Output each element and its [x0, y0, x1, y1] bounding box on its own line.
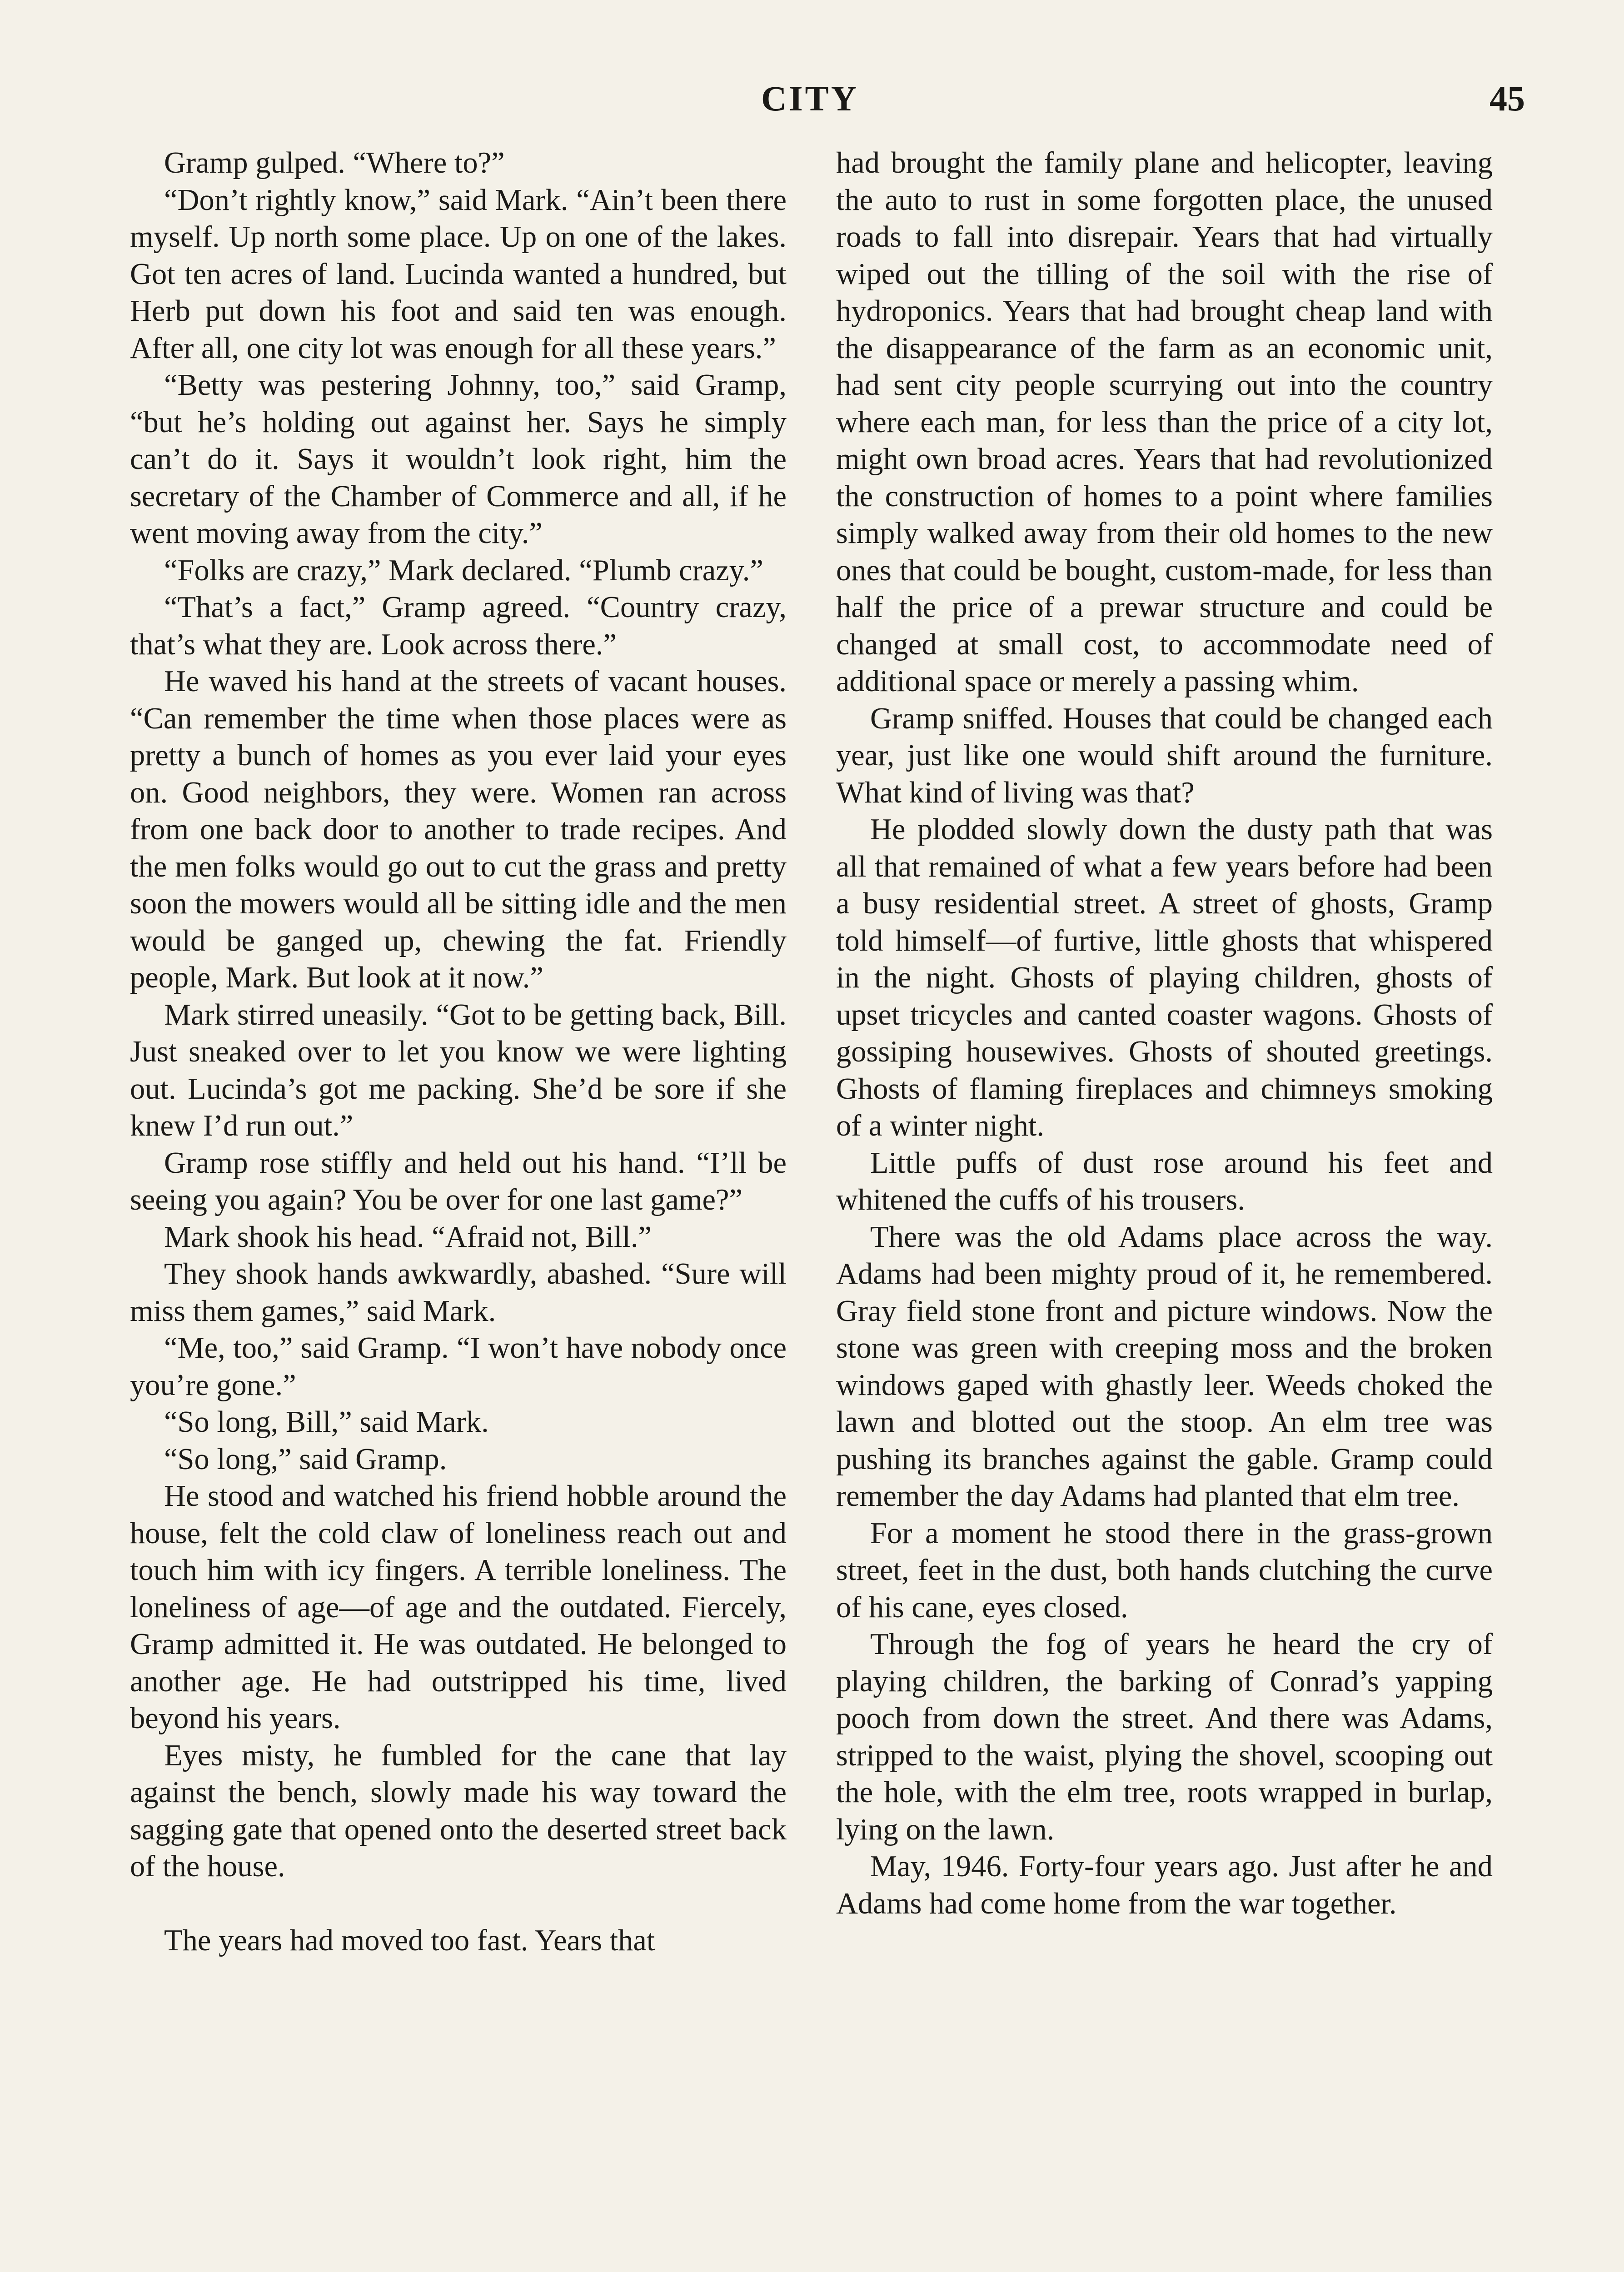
paragraph: Gramp sniffed. Houses that could be changed each year, just like one would shift around the furniture. What kind of living was that? [836, 702, 1493, 809]
paragraph: They shook hands awkwardly, abashed. “Sure will miss them games,” said Mark. [130, 1257, 787, 1328]
paragraph: Gramp gulped. “Where to?” [164, 146, 505, 179]
paragraph: He plodded slowly down the dusty path that was all that remained of what a few years before had been a busy residential street. A street of ghosts, Gramp told himself—of furtive, little ghosts that whispered in the night. Ghosts of playing children, ghosts of upset tricycles and canted coaster wagons. Ghosts of gossiping housewives. Ghosts of shouted greetings. Ghosts of flaming fireplaces and chimneys smoking of a winter night. [836, 813, 1493, 1142]
page-number: 45 [1489, 79, 1525, 118]
paragraph: The years had moved too fast. Years that [164, 1923, 655, 1957]
paragraph: Gramp rose stiffly and held out his hand. “I’ll be seeing you again? You be over for one last game?” [130, 1146, 787, 1216]
paragraph: “Betty was pestering Johnny, too,” said Gramp, “but he’s holding out against her. Says he simply can’t do it. Says it wouldn’t look right, him the secretary of the Chamber of Commerce and all, if he went moving away from the city.” [130, 369, 787, 550]
paragraph: Mark shook his head. “Afraid not, Bill.” [164, 1220, 652, 1254]
paragraph: For a moment he stood there in the grass-grown street, feet in the dust, both hands clutching the curve of his cane, eyes closed. [836, 1516, 1493, 1624]
paragraph: “That’s a fact,” Gramp agreed. “Country crazy, that’s what they are. Look across there.” [130, 591, 787, 661]
paragraph: May, 1946. Forty-four years ago. Just after he and Adams had come home from the war together. [836, 1850, 1493, 1920]
paragraph: He waved his hand at the streets of vacant houses. “Can remember the time when those places were as pretty a bunch of homes as you ever laid your eyes on. Good neighbors, they were. Women ran across from one back door to another to trade recipes. And the men folks would go out to cut the grass and pretty soon the mowers would all be sitting idle and the men would be ganged up, chewing the fat. Friendly people, Mark. But look at it now.” [130, 665, 787, 994]
paragraph: “So long,” said Gramp. [164, 1442, 447, 1476]
paragraph: “So long, Bill,” said Mark. [164, 1405, 489, 1439]
left-column [130, 144, 787, 1959]
paragraph: “Folks are crazy,” Mark declared. “Plumb crazy.” [164, 553, 763, 587]
paragraph: Eyes misty, he fumbled for the cane that lay against the bench, slowly made his way toward the sagging gate that opened onto the deserted street back of the house. [130, 1739, 787, 1883]
paragraph: He stood and watched his friend hobble around the house, felt the cold claw of loneliness reach out and touch him with icy fingers. A terrible loneliness. The loneliness of age—of age and the outdated. Fiercely, Gramp admitted it. He was outdated. He belonged to another age. He had outstripped his time, lived beyond his years. [130, 1480, 787, 1735]
paragraph: Little puffs of dust rose around his feet and whitened the cuffs of his trousers. [836, 1146, 1493, 1216]
paragraph: Mark stirred uneasily. “Got to be getting back, Bill. Just sneaked over to let you know we were lighting out. Lucinda’s got me packing. She’d be sore if she knew I’d run out.” [130, 998, 787, 1142]
right-column [836, 144, 1493, 1922]
paragraph: “Me, too,” said Gramp. “I won’t have nobody once you’re gone.” [130, 1331, 787, 1402]
paragraph: Through the fog of years he heard the cry of playing children, the barking of Conrad’s yapping pooch from down the street. And there was Adams, stripped to the waist, plying the shovel, scooping out the hole, with the elm tree, roots wrapped in burlap, lying on the lawn. [836, 1628, 1493, 1846]
running-title: CITY [761, 79, 859, 118]
paragraph: “Don’t rightly know,” said Mark. “Ain’t been there myself. Up north some place. Up on one of the lakes. Got ten acres of land. Lucinda wanted a hundred, but Herb put down his foot and said ten was enough. After all, one city lot was enough for all these years.” [130, 183, 787, 365]
paragraph-continued: had brought the family plane and helicopter, leaving the auto to rust in some forgotten place, the unused roads to fall into disrepair. Years that had virtually wiped out the tilling of the soil with the rise of hydroponics. Years that had brought cheap land with the disappearance of the farm as an economic unit, had sent city people scurrying out into the country where each man, for less than the price of a city lot, might own broad acres. Years that had revolutionized the construction of homes to a point where families simply walked away from their old homes to the new ones that could be bought, custom-made, for less than half the price of a prewar structure and could be changed at small cost, to accommodate need of additional space or merely a passing whim. [836, 146, 1493, 698]
running-head [0, 78, 1624, 128]
paragraph: There was the old Adams place across the way. Adams had been mighty proud of it, he remembered. Gray field stone front and picture windows. Now the stone was green with creeping moss and the broken windows gaped with ghastly leer. Weeds choked the lawn and blotted out the stoop. An elm tree was pushing its branches against the gable. Gramp could remember the day Adams had planted that elm tree. [836, 1220, 1493, 1513]
